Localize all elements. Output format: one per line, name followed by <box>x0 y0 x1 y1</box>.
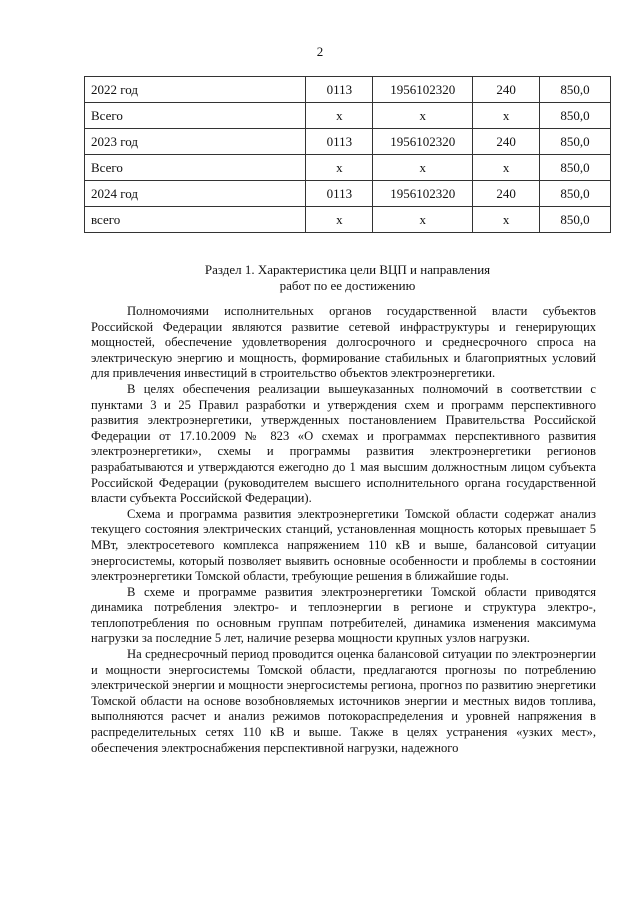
table-row <box>85 155 611 181</box>
table-cell-amount: 850,0 <box>540 155 611 181</box>
table-cell-article: 1956102320 <box>373 181 473 207</box>
table-row <box>85 103 611 129</box>
table-cell-code: х <box>306 155 373 181</box>
table-cell-type: х <box>473 207 540 233</box>
table-cell-code: х <box>306 103 373 129</box>
table-row <box>85 129 611 155</box>
table-cell-type: 240 <box>473 77 540 103</box>
table-cell-type: х <box>473 155 540 181</box>
paragraph-consumption-dynamics: В схеме и программе развития электроэнергетики Томской области приводятся динамика потребления электро- и теплоэнергии в регионе и структура электро-, теплопотребления по основным группам потребителей, динамика изменения максимума нагрузки за последние 5 лет, наличие резерва мощности крупных узлов нагрузки. <box>91 584 596 646</box>
table-cell-amount: 850,0 <box>540 77 611 103</box>
table-cell-code: 0113 <box>306 77 373 103</box>
body-text <box>91 304 596 756</box>
table-cell-type: 240 <box>473 181 540 207</box>
table-cell-article: х <box>373 207 473 233</box>
section-heading-line1: Раздел 1. Характеристика цели ВЦП и направления <box>204 262 491 277</box>
table-cell-amount: 850,0 <box>540 129 611 155</box>
table-cell-code: 0113 <box>306 181 373 207</box>
paragraph-powers: Полномочиями исполнительных органов государственной власти субъектов Российской Федерации являются развитие сетевой инфраструктуры и генерирующих мощностей, обеспечение удовлетворения долгосрочного и среднесрочного спроса на электрическую энергию и мощность, формирование стабильных и благоприятных условий для привлечения инвестиций в строительство объектов электроэнергетики. <box>91 304 596 381</box>
table-cell-year: Всего <box>85 103 306 129</box>
page-number: 2 <box>316 44 324 59</box>
table-cell-article: х <box>373 103 473 129</box>
paragraph-scheme-analysis: Схема и программа развития электроэнергетики Томской области содержат анализ текущего состояния электрических станций, установленная мощность которых превышает 5 МВт, электросетевого комплекса напряжением 110 кВ и выше, балансовой ситуации энергосистемы, который позволяет выявить основные особенности и проблемы в состоянии электроэнергетики Томской области, требующие решения в ближайшие годы. <box>91 506 596 584</box>
table-cell-amount: 850,0 <box>540 103 611 129</box>
table-row <box>85 77 611 103</box>
paragraph-regulations: В целях обеспечения реализации вышеуказанных полномочий в соответствии с пунктами 3 и 25 Правил разработки и утверждения схем и программ перспективного развития электроэнергетики, утвержденных постановлением Правительства Российской Федерации от 17.10.2009 № 823 «О схемах и программах перспективного развития электроэнергетики», схемы и программы развития электроэнергетики регионов разрабатываются и утверждаются ежегодно до 1 мая высшим должностным лицом субъекта Российской Федерации (руководителем высшего исполнительного органа государственной власти субъекта Российской Федерации). <box>91 381 596 506</box>
table-cell-amount: 850,0 <box>540 207 611 233</box>
table-row <box>85 207 611 233</box>
budget-table <box>84 76 611 233</box>
table-cell-year: 2024 год <box>85 181 306 207</box>
table-cell-year: 2023 год <box>85 129 306 155</box>
table-cell-article: х <box>373 155 473 181</box>
table-cell-article: 1956102320 <box>373 77 473 103</box>
table-cell-amount: 850,0 <box>540 181 611 207</box>
table-cell-article: 1956102320 <box>373 129 473 155</box>
table-cell-year: 2022 год <box>85 77 306 103</box>
table-cell-type: 240 <box>473 129 540 155</box>
section-heading <box>84 262 611 294</box>
table-cell-code: х <box>306 207 373 233</box>
table-cell-type: х <box>473 103 540 129</box>
table-cell-code: 0113 <box>306 129 373 155</box>
table-cell-year: Всего <box>85 155 306 181</box>
table-cell-year: всего <box>85 207 306 233</box>
table-row <box>85 181 611 207</box>
section-heading-line2: работ по ее достижению <box>279 278 416 293</box>
paragraph-medium-term: На среднесрочный период проводится оценка балансовой ситуации по электроэнергии и мощности энергосистемы Томской области, предлагаются прогнозы по потреблению электрической энергии и мощности энергосистемы региона, прогноз по развитию энергетики Томской области на основе возобновляемых источников энергии и местных видов топлива, выполняются расчет и анализ режимов потокораспределения и уровней напряжения в распределительных сетях 110 кВ и выше. Также в целях устранения «узких мест», обеспечения электроснабжения перспективной нагрузки, надежного <box>91 647 596 755</box>
